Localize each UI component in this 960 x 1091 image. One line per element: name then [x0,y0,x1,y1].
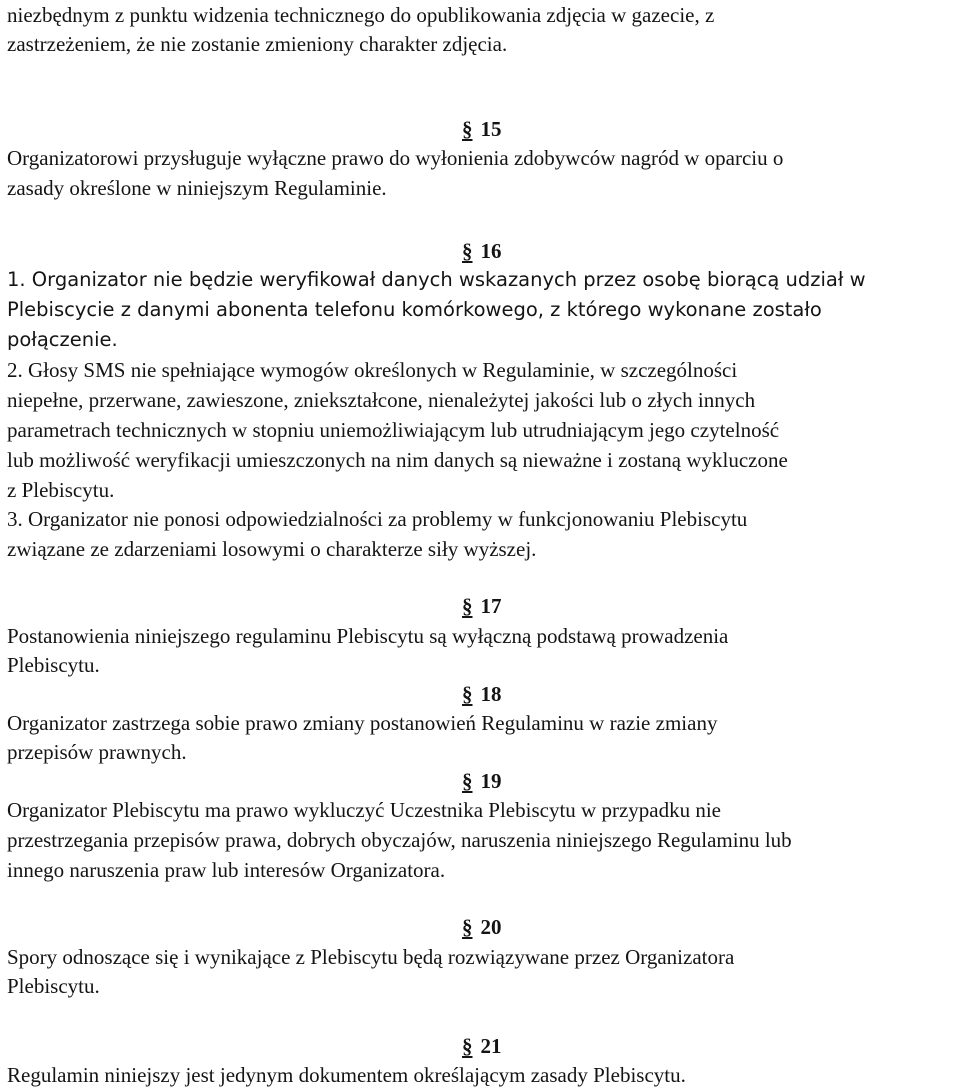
text-line: Postanowienia niniejszego regulaminu Plebiscytu są wyłączną podstawą prowadzenia [7,624,729,648]
section-symbol: § [462,915,473,939]
text-line: zastrzeżeniem, że nie zostanie zmieniony charakter zdjęcia. [7,32,508,56]
section-symbol: § [462,239,473,263]
section-number: 19 [480,769,502,793]
text-line: połączenie. [7,328,118,351]
section-heading-17 [462,591,522,621]
text-line: innego naruszenia praw lub interesów Organizatora. [7,858,446,882]
text-line: związane ze zdarzeniami losowymi o charakterze siły wyższej. [7,537,537,561]
section-heading-15 [462,114,522,144]
text-line: Spory odnoszące się i wynikające z Plebiscytu będą rozwiązywane przez Organizatora [7,945,735,969]
text-line: parametrach technicznych w stopniu uniemożliwiającym lub utrudniającym jego czytelność [7,418,780,442]
text-line: 2. Głosy SMS nie spełniające wymogów określonych w Regulaminie, w szczególności [7,358,738,382]
text-line: zasady określone w niniejszym Regulaminie. [7,176,387,200]
section-symbol: § [462,1034,473,1058]
section-number: 17 [480,594,502,618]
text-line: Plebiscytu. [7,653,100,677]
text-line: przepisów prawnych. [7,740,187,764]
text-line: przestrzegania przepisów prawa, dobrych obyczajów, naruszenia niniejszego Regulaminu lub [7,828,792,852]
section-number: 21 [480,1034,502,1058]
section-number: 20 [480,915,502,939]
text-line: 3. Organizator nie ponosi odpowiedzialności za problemy w funkcjonowaniu Plebiscytu [7,507,748,531]
text-line: z Plebiscytu. [7,478,115,502]
text-line: Regulamin niniejszy jest jedynym dokumentem określającym zasady Plebiscytu. [7,1063,686,1087]
section-heading-18 [462,679,522,709]
section-heading-21 [462,1031,522,1061]
section-number: 15 [480,117,502,141]
section-symbol: § [462,769,473,793]
text-line: Plebiscycie z danymi abonenta telefonu komórkowego, z którego wykonane zostało [7,298,822,321]
section-symbol: § [462,117,473,141]
text-line: Plebiscytu. [7,974,100,998]
section-heading-20 [462,912,522,942]
text-line: niezbędnym z punktu widzenia technicznego do opublikowania zdjęcia w gazecie, z [7,3,715,27]
text-line: lub możliwość weryfikacji umieszczonych na nim danych są nieważne i zostaną wykluczone [7,448,788,472]
text-line: Organizator Plebiscytu ma prawo wykluczyć Uczestnika Plebiscytu w przypadku nie [7,798,721,822]
text-line: Organizatorowi przysługuje wyłączne prawo do wyłonienia zdobywców nagród w oparciu o [7,146,784,170]
text-line: 1. Organizator nie będzie weryfikował danych wskazanych przez osobę biorącą udział w [7,268,866,291]
section-symbol: § [462,682,473,706]
section-heading-16 [462,236,522,266]
section-symbol: § [462,594,473,618]
text-line: Organizator zastrzega sobie prawo zmiany postanowień Regulaminu w razie zmiany [7,711,718,735]
section-heading-19 [462,766,522,796]
text-line: niepełne, przerwane, zawieszone, zniekształcone, nienależytej jakości lub o złych innych [7,388,756,412]
section-number: 16 [480,239,502,263]
section-number: 18 [480,682,502,706]
